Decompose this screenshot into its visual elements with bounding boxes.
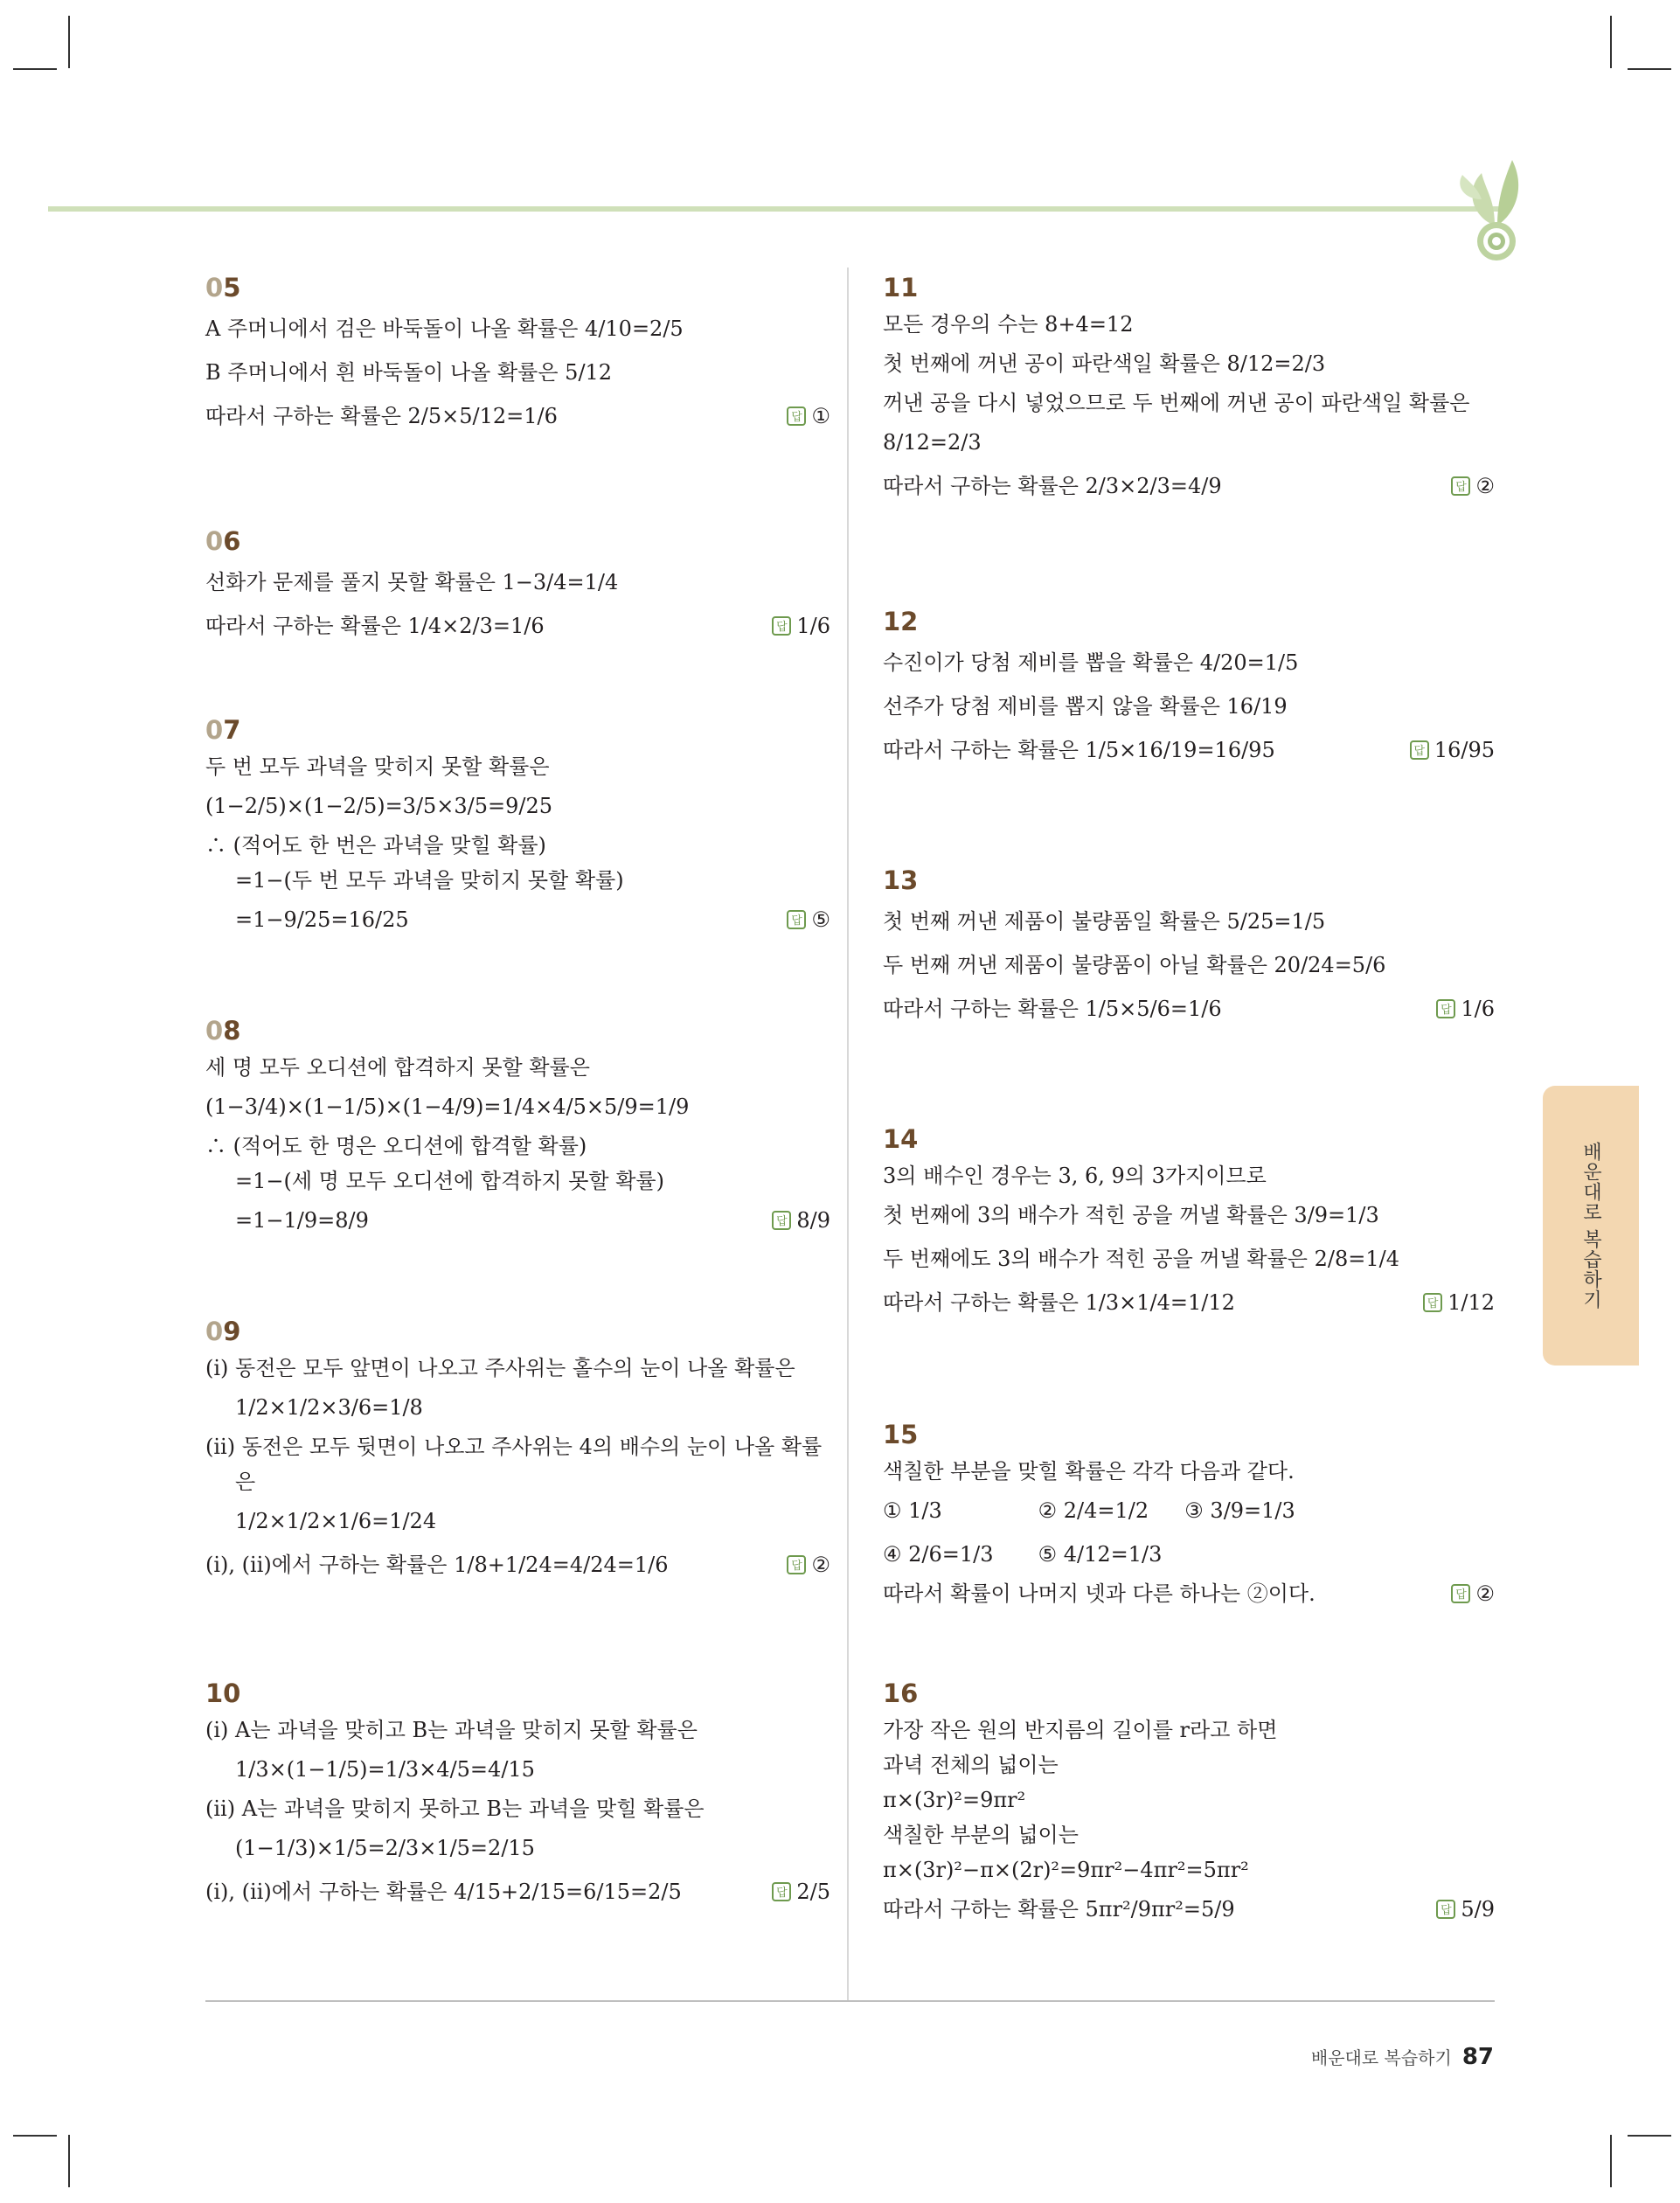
answer xyxy=(1451,1579,1495,1609)
solution-line: =1−(두 번 모두 과녁을 맞히지 못할 확률) xyxy=(235,868,624,893)
crop-mark xyxy=(1628,68,1671,70)
leaf-ornament-icon xyxy=(1455,138,1534,269)
answer-badge-icon: 답 xyxy=(787,407,806,426)
answer-value: ⑤ xyxy=(811,907,830,932)
solution-text: 따라서 구하는 확률은 1/5×16/19=16/95 xyxy=(883,738,1275,762)
solution-text: =1−1/9=8/9 xyxy=(235,1208,369,1233)
solution-line: 첫 번째에 3의 배수가 적힌 공을 꺼낼 확률은 3/9=1/3 xyxy=(883,1203,1379,1227)
solution-line: 색칠한 부분의 넓이는 xyxy=(883,1823,1079,1847)
answer-value: ② xyxy=(811,1553,830,1577)
solution-line: B 주머니에서 흰 바둑돌이 나올 확률은 5/12 xyxy=(205,360,613,385)
footer-label: 배운대로 복습하기 xyxy=(1310,2047,1452,2068)
solution-line xyxy=(205,397,830,435)
solution-line xyxy=(883,1579,1495,1609)
solution-line: 세 명 모두 오디션에 합격하지 못할 확률은 xyxy=(205,1055,590,1080)
problem-05 xyxy=(205,273,830,441)
solution-line: ∴ (적어도 한 명은 오디션에 합격할 확률) xyxy=(205,1134,587,1158)
solution-text: 따라서 구하는 확률은 2/5×5/12=1/6 xyxy=(205,404,558,428)
problem-06 xyxy=(205,526,830,650)
solution-text: 따라서 확률이 나머지 넷과 다른 하나는 ②이다. xyxy=(883,1581,1316,1606)
solution-line: 두 번째에도 3의 배수가 적힌 공을 꺼낼 확률은 2/8=1/4 xyxy=(883,1247,1399,1271)
problem-number: 09 xyxy=(205,1317,241,1346)
crop-mark xyxy=(1610,2135,1612,2187)
problem-number: 15 xyxy=(883,1420,919,1449)
answer xyxy=(1436,1890,1495,1928)
crop-mark xyxy=(13,2135,57,2137)
answer xyxy=(772,1201,830,1240)
solution-line xyxy=(205,1546,830,1584)
problem-number: 16 xyxy=(883,1678,919,1708)
answer-value: 2/5 xyxy=(796,1880,830,1904)
answer-badge-icon: 답 xyxy=(1410,740,1429,760)
solution-line: 은 xyxy=(235,1470,256,1494)
solution-text: (ⅰ), (ⅱ)에서 구하는 확률은 1/8+1/24=4/24=1/6 xyxy=(205,1553,669,1577)
solution-line xyxy=(883,467,1495,505)
solution-line xyxy=(883,1283,1495,1322)
crop-mark xyxy=(1628,2135,1671,2137)
answer-badge-icon: 답 xyxy=(1451,476,1470,496)
crop-mark xyxy=(1610,16,1612,68)
option: ④ 2/6=1/3 xyxy=(883,1542,994,1567)
chapter-side-tab[interactable] xyxy=(1543,1086,1639,1366)
solution-line: 색칠한 부분을 맞힐 확률은 각각 다음과 같다. xyxy=(883,1459,1295,1484)
crop-mark xyxy=(13,68,57,70)
answer-badge-icon: 답 xyxy=(772,616,791,636)
problem-14 xyxy=(883,1124,1495,1327)
solution-line: (1−2/5)×(1−2/5)=3/5×3/5=9/25 xyxy=(205,794,553,818)
solution-line: (1−1/3)×1/5=2/3×1/5=2/15 xyxy=(235,1836,535,1860)
footer-rule xyxy=(205,2000,1495,2002)
problem-number: 11 xyxy=(883,273,919,302)
option-row xyxy=(883,1491,1495,1530)
solution-line: 3의 배수인 경우는 3, 6, 9의 3가지이므로 xyxy=(883,1164,1267,1188)
answer-badge-icon: 답 xyxy=(1436,1900,1455,1919)
answer-badge-icon: 답 xyxy=(772,1211,791,1230)
solution-line xyxy=(883,1890,1495,1928)
solution-line xyxy=(205,607,830,645)
answer xyxy=(1436,990,1495,1028)
solution-line: 첫 번째에 꺼낸 공이 파란색일 확률은 8/12=2/3 xyxy=(883,351,1326,376)
problem-15 xyxy=(883,1420,1495,1614)
option-row xyxy=(883,1535,1495,1574)
solution-text: =1−9/25=16/25 xyxy=(235,907,409,932)
solution-line: 모든 경우의 수는 8+4=12 xyxy=(883,312,1134,337)
answer-badge-icon: 답 xyxy=(772,1882,791,1901)
option: ⑤ 4/12=1/3 xyxy=(1038,1542,1163,1567)
answer xyxy=(772,607,830,645)
solution-line: A 주머니에서 검은 바둑돌이 나올 확률은 4/10=2/5 xyxy=(205,316,684,341)
solution-line: 과녁 전체의 넓이는 xyxy=(883,1753,1059,1777)
crop-mark xyxy=(68,2135,70,2187)
problem-number: 10 xyxy=(205,1678,241,1708)
answer-value: ① xyxy=(811,404,830,428)
answer-value: 5/9 xyxy=(1461,1897,1495,1922)
solution-text: (ⅰ), (ⅱ)에서 구하는 확률은 4/15+2/15=6/15=2/5 xyxy=(205,1880,682,1904)
problem-16 xyxy=(883,1678,1495,1934)
answer xyxy=(787,900,830,939)
solution-line: 1/2×1/2×1/6=1/24 xyxy=(235,1509,437,1533)
problem-number: 05 xyxy=(205,273,241,302)
problem-11 xyxy=(883,273,1495,511)
solution-line: =1−(세 명 모두 오디션에 합격하지 못할 확률) xyxy=(235,1169,664,1193)
solution-line: (ⅱ) A는 과녁을 맞히지 못하고 B는 과녁을 맞힐 확률은 xyxy=(205,1796,705,1821)
solution-line: 선주가 당첨 제비를 뽑지 않을 확률은 16/19 xyxy=(883,694,1288,719)
problem-number: 08 xyxy=(205,1016,241,1046)
answer xyxy=(787,397,830,435)
option: ② 2/4=1/2 xyxy=(1038,1498,1149,1523)
answer-badge-icon: 답 xyxy=(787,910,806,929)
solution-line xyxy=(205,1873,830,1911)
answer xyxy=(772,1873,830,1911)
problem-07 xyxy=(205,715,830,944)
solution-line xyxy=(205,1201,830,1240)
solution-line: 선화가 문제를 풀지 못할 확률은 1−3/4=1/4 xyxy=(205,570,619,594)
option: ③ 3/9=1/3 xyxy=(1184,1498,1295,1523)
solution-line: 두 번 모두 과녁을 맞히지 못할 확률은 xyxy=(205,754,550,779)
answer xyxy=(1410,731,1495,769)
solution-line: 첫 번째 꺼낸 제품이 불량품일 확률은 5/25=1/5 xyxy=(883,909,1326,934)
answer-value: 16/95 xyxy=(1434,738,1495,762)
solution-line: 1/2×1/2×3/6=1/8 xyxy=(235,1395,423,1420)
problem-10 xyxy=(205,1678,830,1916)
solution-line: (ⅱ) 동전은 모두 뒷면이 나오고 주사위는 4의 배수의 눈이 나올 확률 xyxy=(205,1435,823,1459)
solution-line: 두 번째 꺼낸 제품이 불량품이 아닐 확률은 20/24=5/6 xyxy=(883,953,1386,977)
answer xyxy=(787,1546,830,1584)
answer-value: 1/6 xyxy=(796,614,830,638)
page-number: 87 xyxy=(1461,2044,1494,2070)
problem-12 xyxy=(883,607,1495,775)
answer-badge-icon: 답 xyxy=(1451,1584,1470,1603)
answer-badge-icon: 답 xyxy=(787,1555,806,1574)
column-divider xyxy=(847,268,849,2000)
solution-line: (ⅰ) A는 과녁을 맞히고 B는 과녁을 맞히지 못할 확률은 xyxy=(205,1718,698,1742)
problem-number: 14 xyxy=(883,1124,919,1154)
solution-line: 꺼낸 공을 다시 넣었으므로 두 번째에 꺼낸 공이 파란색일 확률은 xyxy=(883,391,1470,415)
option: ① 1/3 xyxy=(883,1498,942,1523)
problem-number: 12 xyxy=(883,607,919,636)
solution-text: 따라서 구하는 확률은 1/3×1/4=1/12 xyxy=(883,1290,1235,1315)
side-tab-label: 배운대로 복습하기 xyxy=(1579,1142,1602,1310)
problem-13 xyxy=(883,865,1495,1033)
problem-number: 06 xyxy=(205,526,241,556)
solution-line xyxy=(883,990,1495,1028)
header-rule xyxy=(48,206,1499,212)
solution-line: π×(3r)²−π×(2r)²=9πr²−4πr²=5πr² xyxy=(883,1858,1249,1882)
answer-value: 1/6 xyxy=(1461,997,1495,1021)
solution-line xyxy=(883,731,1495,769)
answer-badge-icon: 답 xyxy=(1436,999,1455,1018)
page-footer xyxy=(1311,2044,1494,2070)
solution-line xyxy=(205,900,830,939)
answer-value: ② xyxy=(1475,1581,1495,1606)
answer xyxy=(1451,467,1495,505)
crop-mark xyxy=(68,16,70,68)
answer-value: ② xyxy=(1475,474,1495,498)
solution-line: ∴ (적어도 한 번은 과녁을 맞힐 확률) xyxy=(205,833,546,858)
solution-text: 따라서 구하는 확률은 5πr²/9πr²=5/9 xyxy=(883,1897,1235,1922)
solution-line: (1−3/4)×(1−1/5)×(1−4/9)=1/4×4/5×5/9=1/9 xyxy=(205,1095,690,1119)
solution-line: (ⅰ) 동전은 모두 앞면이 나오고 주사위는 홀수의 눈이 나올 확률은 xyxy=(205,1356,795,1380)
problem-number: 13 xyxy=(883,865,919,895)
problem-08 xyxy=(205,1016,830,1245)
solution-text: 따라서 구하는 확률은 1/4×2/3=1/6 xyxy=(205,614,545,638)
problem-number: 07 xyxy=(205,715,241,745)
solution-line: 수진이가 당첨 제비를 뽑을 확률은 4/20=1/5 xyxy=(883,650,1299,675)
solution-line: π×(3r)²=9πr² xyxy=(883,1788,1026,1812)
solution-line: 1/3×(1−1/5)=1/3×4/5=4/15 xyxy=(235,1757,535,1782)
answer-value: 1/12 xyxy=(1447,1290,1495,1315)
solution-line: 8/12=2/3 xyxy=(883,430,982,455)
solution-text: 따라서 구하는 확률은 2/3×2/3=4/9 xyxy=(883,474,1222,498)
problem-09 xyxy=(205,1317,830,1589)
answer xyxy=(1423,1283,1495,1322)
solution-line: 가장 작은 원의 반지름의 길이를 r라고 하면 xyxy=(883,1718,1278,1742)
answer-badge-icon: 답 xyxy=(1423,1293,1442,1312)
answer-value: 8/9 xyxy=(796,1208,830,1233)
solution-text: 따라서 구하는 확률은 1/5×5/6=1/6 xyxy=(883,997,1222,1021)
